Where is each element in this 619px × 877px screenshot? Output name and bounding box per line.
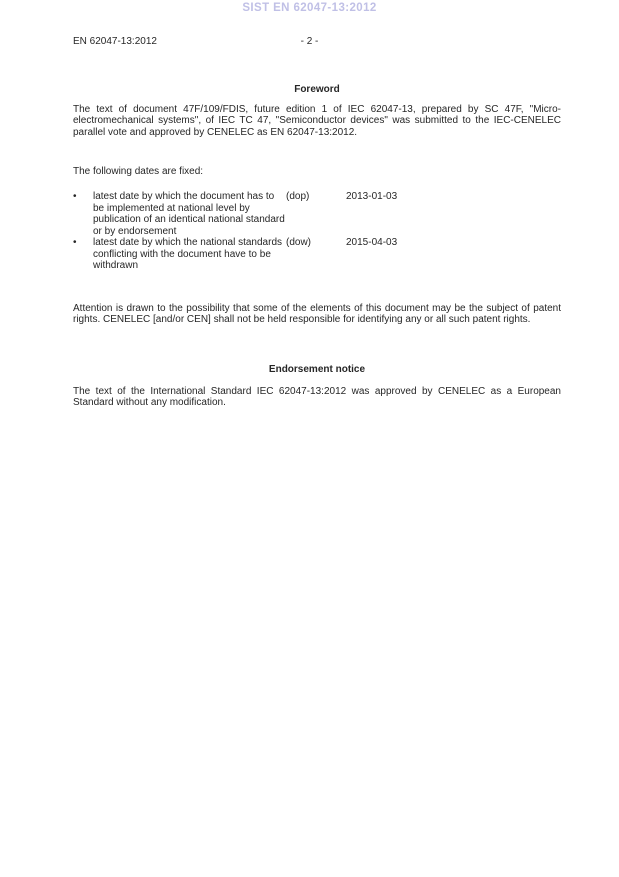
date-value: 2015-04-03 (346, 237, 398, 248)
date-abbreviation: (dop) (286, 191, 310, 202)
endorsement-notice-heading: Endorsement notice (268, 364, 366, 375)
endorsement-notice-paragraph: The text of the International Standard IEC 62047-13:2012 was approved by CENELEC as a European Standard without any modification. (73, 386, 561, 409)
list-item (73, 237, 561, 272)
list-item (73, 191, 561, 237)
page-number: - 2 - (300, 36, 319, 47)
date-description: latest date by which the national standards conflicting with the document have to be withdrawn (93, 237, 283, 271)
patent-attention-paragraph: Attention is drawn to the possibility that some of the elements of this document may be the subject of patent rights. CENELEC [and/or CEN] shall not be held responsible for identifying any or all such patent rights. (73, 303, 561, 326)
dates-fixed-intro: The following dates are fixed: (73, 166, 204, 177)
foreword-heading: Foreword (294, 84, 340, 95)
foreword-intro-paragraph: The text of document 47F/109/FDIS, future edition 1 of IEC 62047-13, prepared by SC 47F, "Micro-electromechanical systems", of IEC TC 47, "Semiconductor devices" was submitted to the IEC-CENELEC parallel vote and approved by CENELEC as EN 62047-13:2012. (73, 104, 561, 138)
date-abbreviation: (dow) (286, 237, 312, 248)
watermark-header: SIST EN 62047-13:2012 (242, 2, 377, 14)
fixed-dates-list (73, 191, 561, 272)
date-value: 2013-01-03 (346, 191, 398, 202)
running-header-document-number: EN 62047-13:2012 (73, 36, 157, 47)
bullet-icon: • (73, 191, 77, 202)
bullet-icon: • (73, 237, 77, 248)
date-description: latest date by which the document has to be implemented at national level by publication of an identical national standard or by endorsement (93, 191, 285, 237)
